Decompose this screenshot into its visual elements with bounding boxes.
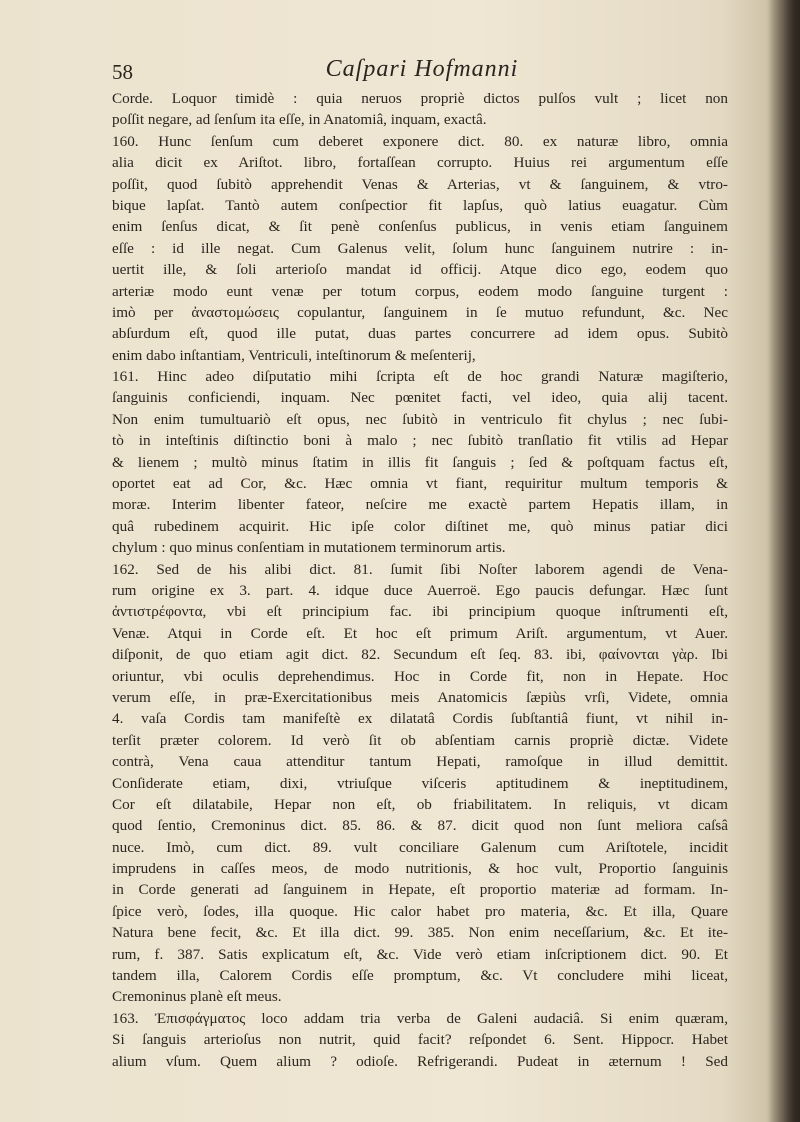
text-line: enim dabo inſtantiam, Ventriculi, inteſtinorum & meſenterij, (112, 346, 476, 364)
text-line: nuce. Imò, cum dict. 89. vult conciliare Galenum cum Ariſtotele, incidit (112, 838, 728, 856)
text-line: 161. Hinc adeo diſputatio mihi ſcripta eſt de hoc grandi Naturæ magiſterio, (112, 368, 728, 386)
text-line: poſſit negare, ad ſenſum ita eſſe, in Anatomiâ, inquam, exactâ. (112, 111, 487, 129)
text-line: Conſiderate etiam, dixi, vtriuſque viſceris aptitudinem & ineptitudinem, (112, 774, 728, 792)
text-line: chylum : quo minus conſentiam in mutationem terminorum artis. (112, 539, 506, 557)
text-line: terſit præter colorem. Id verò ſit ob abſentiam carnis propriè dictæ. Videte (112, 731, 728, 749)
text-line: tandem illa, Calorem Cordis eſſe promptum, &c. Vt concludere mihi liceat, (112, 967, 728, 985)
text-line: in Corde generati ad ſanguinem in Hepate, eſt proportio materiæ ad formam. In- (112, 881, 728, 899)
text-line: ἀντιστρέφοντα, vbi eſt principium fac. ibi principium quoque inſtrumenti eſt, (112, 603, 728, 621)
text-line: Non enim tumultuariò eſt opus, nec ſubitò in ventriculo fit chylus ; nec ſubi- (112, 410, 728, 428)
text-line: 163. Ἐπισφάγματος loco addam tria verba de Galeni audaciâ. Si enim quæram, (112, 1009, 728, 1027)
body-text (112, 88, 728, 1072)
text-line: Si ſanguis arterioſus non nutrit, quid facit? reſpondet 6. Sent. Hippocr. Habet (112, 1031, 728, 1049)
text-line: imprudens in caſſes meos, de modo nutritionis, & hoc vult, Proportio ſanguinis (112, 860, 728, 878)
text-line: ſpice verò, ſodes, illa quoque. Hic calor habet pro materia, &c. Et illa, Quare (112, 902, 728, 920)
text-line: imò per ἀναστομώσεις copulantur, ſanguinem in ſe mutuo refundunt, &c. Nec (112, 303, 728, 321)
text-line: oportet eat ad Cor, &c. Hæc omnia vt fiant, requiritur multum temporis & (112, 475, 728, 493)
text-line: 160. Hunc ſenſum cum deberet exponere dict. 80. ex naturæ libro, omnia (112, 132, 728, 150)
text-line: rum, f. 387. Satis explicatum eſt, &c. Vide verò etiam inſcriptionem dict. 90. Et (112, 945, 728, 963)
text-line: contrà, Vena caua attenditur tantum Hepati, ramoſque in illud demittit. (112, 753, 728, 771)
text-line: Cor eſt dilatabile, Hepar non eſt, ob friabilitatem. In reliquis, vt dicam (112, 795, 728, 813)
text-line: Corde. Loquor timidè : quia neruos propriè dictos pulſos vult ; licet non (112, 90, 728, 107)
text-line: uertit ille, & ſoli arterioſo mandat id officij. Atque dico ego, eodem quo (112, 261, 728, 279)
page-header (112, 56, 732, 88)
text-line: Venæ. Atqui in Corde eſt. Et hoc eſt primum Ariſt. argumentum, vt Auer. (112, 624, 728, 642)
text-line: & lienem ; multò minus ſtatim in illis fit ſanguis ; ſed & poſtquam factus eſt, (112, 453, 728, 471)
running-head: Caſpari Hofmanni (325, 56, 519, 82)
text-line: moræ. Interim libenter fateor, neſcire me exactè partem Hepatis illam, in (112, 496, 728, 514)
text-line: abſurdum eſt, quod ille putat, duas partes concurrere ad idem opus. Subitò (112, 325, 728, 343)
text-line: enim ſenſus dicat, & ſit penè conſenſus publicus, in venis etiam ſanguinem (112, 218, 728, 236)
text-line: poſſit, quod ſubitò apprehendit Venas & Arterias, vt & ſanguinem, & vtro- (112, 175, 728, 193)
text-line: diſponit, de quo etiam agit dict. 82. Secundum eſt ſeq. 83. ibi, φαίνονται γὰρ. Ibi (112, 646, 728, 664)
text-line: quod ſentio, Cremoninus dict. 85. 86. & 87. dicit quod non ſunt meliora caſsâ (112, 817, 728, 835)
text-line: alia dicit ex Ariſtot. libro, fortaſſean corrupto. Huius rei argumentum eſſe (112, 154, 728, 172)
page-number: 58 (112, 60, 133, 84)
text-line: quâ rubedinem acquirit. Hic ipſe color diſtinet me, quò minus patiar dici (112, 517, 728, 535)
text-line: 4. vaſa Cordis tam manifeſtè ex dilatatâ Cordis ſubſtantiâ fiunt, vt nihil in- (112, 710, 728, 728)
text-line: ſanguinis conficiendi, inquam. Nec pœnitet facti, vel ideo, quia alij tacent. (112, 389, 728, 407)
text-line: 162. Sed de his alibi dict. 81. ſumit ſibi Noſter laborem agendi de Vena- (112, 560, 728, 578)
text-line: alium vſum. Quem alium ? odioſe. Refrigerandi. Pudeat in æternum ! Sed (112, 1052, 728, 1070)
text-line: Cremoninus planè eſt meus. (112, 988, 282, 1006)
text-line: tò in inteſtinis diſtinctio boni à malo ; nec ſubitò tranſlatio fit vtilis ad Hepar (112, 432, 728, 450)
text-line: oriuntur, vbi oculis deprehendimus. Hoc in Corde fit, non in Hepate. Hoc (112, 667, 728, 685)
text-line: Natura bene fecit, &c. Et illa dict. 99. 385. Non enim neceſſarium, &c. Et ite- (112, 924, 728, 942)
text-line: verum eſſe, in præ-Exercitationibus meis Anatomicis ſæpiùs vrſi, Videte, omnia (112, 688, 728, 706)
text-line: rum origine ex 3. part. 4. idque duce Auerroë. Ego paucis defungar. Hæc ſunt (112, 581, 728, 599)
text-line: bique lapſat. Tantò autem conſpectior fit lapſus, quò latius euagatur. Cùm (112, 196, 728, 214)
text-line: eſſe : id ille negat. Cum Galenus velit, ſolum hunc ſanguinem nutrire : in- (112, 239, 728, 257)
page-gutter-shadow (766, 0, 800, 1122)
text-line: arteriæ modo eunt venæ per totum corpus, eodem modo ſanguine turgent : (112, 282, 728, 300)
